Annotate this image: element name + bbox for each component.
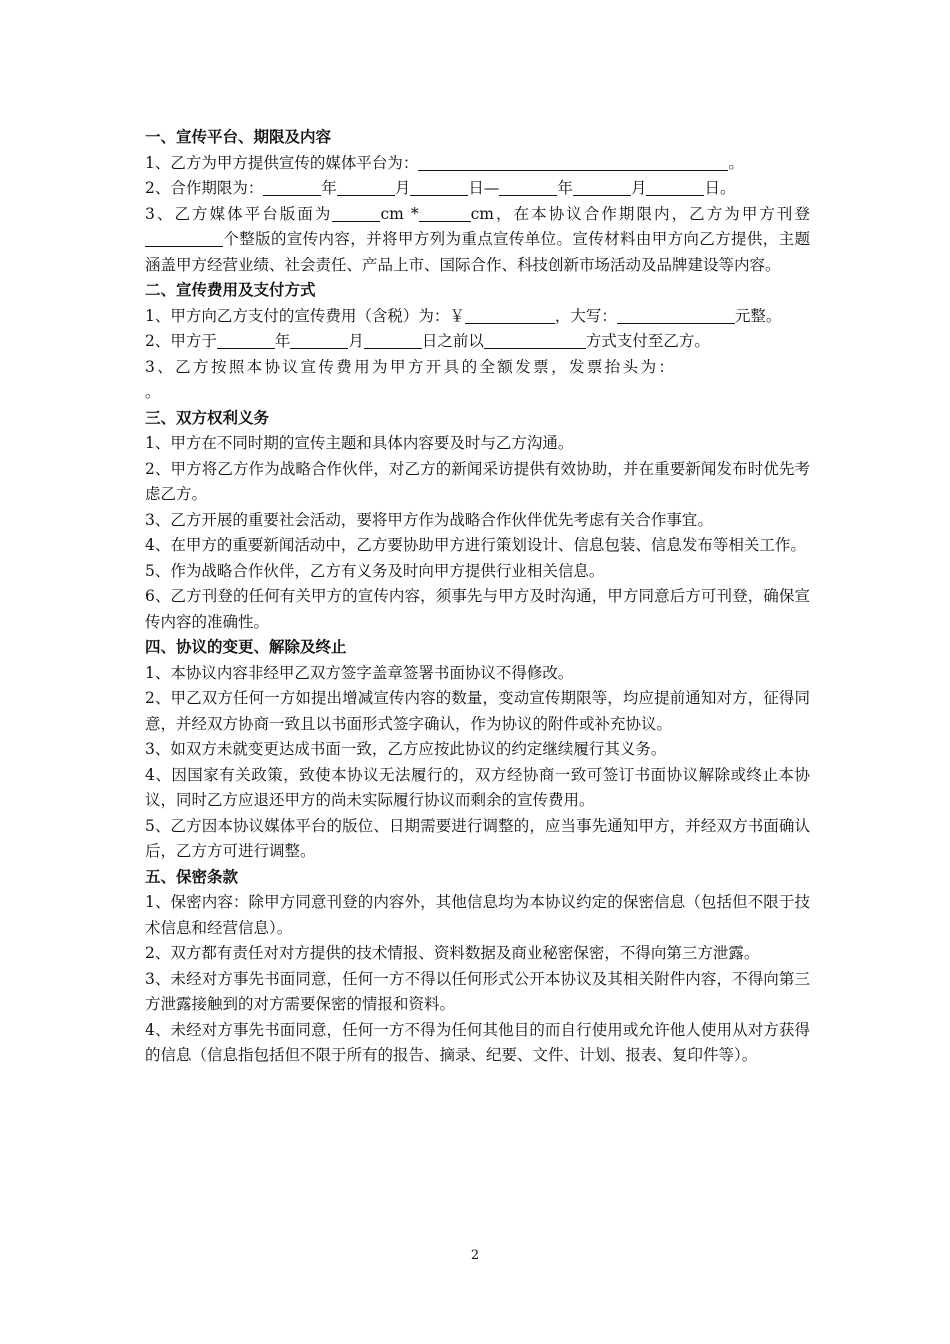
page-number: 2: [470, 1248, 480, 1263]
start-month-blank: [337, 177, 395, 196]
media-platform-blank: [418, 152, 728, 171]
page-count-blank: [145, 228, 223, 247]
document-body: [145, 125, 810, 1069]
s2-clause-2: 2、甲方于 年 月 日之前以 方式支付至乙方。: [145, 332, 710, 350]
section-1-heading: 一、宣传平台、期限及内容: [145, 128, 332, 146]
s2-clause-3-end: 。: [145, 383, 161, 401]
s3-item: 5、作为战略合作伙伴，乙方有义务及时向甲方提供行业相关信息。: [145, 561, 605, 580]
section-5-heading: 五、保密条款: [145, 867, 239, 886]
end-month-blank: [573, 177, 631, 196]
s3-item: 1、甲方在不同时期的宣传主题和具体内容要及时与乙方沟通。: [145, 434, 574, 452]
s2-clause-1: 1、甲方向乙方支付的宣传费用（含税）为：￥ ，大写： 元整。: [145, 306, 782, 325]
fee-amount-blank: [465, 305, 555, 324]
section-3-heading: 三、双方权利义务: [145, 408, 270, 427]
s1-clause-3: 3、乙方媒体平台版面为 cm * cm，在本协议合作期限内，乙方为甲方刊登个整版的宣传内容，并将甲方列为重点宣传单位。宣传材料由甲方向乙方提供，主题涵盖甲方经营业绩、社会责任、产品上市、国际合作、科技创新市场活动及品牌建设等内容。: [145, 204, 810, 274]
s3-item: 3、乙方开展的重要社会活动，要将甲方作为战略合作伙伴优先考虑有关合作事宜。: [145, 510, 713, 529]
pay-year-blank: [217, 330, 275, 349]
pay-method-blank: [484, 330, 586, 349]
pay-month-blank: [290, 330, 348, 349]
pay-day-blank: [364, 330, 422, 349]
layout-height-blank: [419, 203, 471, 222]
s4-item: 1、本协议内容非经甲乙双方签字盖章签署书面协议不得修改。: [145, 663, 574, 682]
s5-item: 4、未经对方事先书面同意，任何一方不得为任何其他目的而自行使用或允许他人使用从对方获得的信息（信息指包括但不限于所有的报告、摘录、纪要、文件、计划、报表、复印件等）。: [145, 1020, 810, 1064]
s2-clause-3: 3、乙方按照本协议宣传费用为甲方开具的全额发票，发票抬头为：: [145, 357, 677, 376]
s4-item: 2、甲乙双方任何一方如提出增减宣传内容的数量，变动宣传期限等，均应提前通知对方，征得同意，并经双方协商一致且以书面形式签字确认，作为协议的附件或补充协议。: [145, 689, 810, 733]
layout-width-blank: [332, 203, 380, 222]
section-2-heading: 二、宣传费用及支付方式: [145, 281, 316, 299]
s5-item: 1、保密内容：除甲方同意刊登的内容外，其他信息均为本协议约定的保密信息（包括但不限于技术信息和经营信息）。: [145, 893, 810, 937]
s5-item: 3、未经对方事先书面同意，任何一方不得以任何形式公开本协议及其相关附件内容，不得向第三方泄露接触到的对方需要保密的情报和资料。: [145, 969, 810, 1013]
start-year-blank: [263, 177, 321, 196]
end-day-blank: [646, 177, 704, 196]
fee-words-blank: [617, 305, 735, 324]
s3-item: 4、在甲方的重要新闻活动中，乙方要协助甲方进行策划设计、信息包装、信息发布等相关工作。: [145, 536, 806, 554]
s3-item: 6、乙方刊登的任何有关甲方的宣传内容，须事先与甲方及时沟通，甲方同意后方可刊登，确保宣传内容的准确性。: [145, 587, 810, 631]
s1-clause-1: 1、乙方为甲方提供宣传的媒体平台为： 。: [145, 153, 744, 172]
section-4-heading: 四、协议的变更、解除及终止: [145, 638, 347, 656]
s4-item: 5、乙方因本协议媒体平台的版位、日期需要进行调整的，应当事先通知甲方，并经双方书面确认后，乙方方可进行调整。: [145, 816, 810, 860]
s5-item: 2、双方都有责任对对方提供的技术情报、资料数据及商业秘密保密，不得向第三方泄露。: [145, 944, 760, 962]
s4-item: 3、如双方未就变更达成书面一致，乙方应按此协议的约定继续履行其义务。: [145, 740, 667, 758]
start-day-blank: [410, 177, 468, 196]
s4-item: 4、因国家有关政策，致使本协议无法履行的，双方经协商一致可签订书面协议解除或终止本协议，同时乙方应退还甲方的尚未实际履行协议而剩余的宣传费用。: [145, 765, 810, 809]
s3-item: 2、甲方将乙方作为战略合作伙伴，对乙方的新闻采访提供有效协助，并在重要新闻发布时优先考虑乙方。: [145, 459, 810, 503]
s1-clause-2: 2、合作期限为： 年 月 日— 年 月 日。: [145, 179, 736, 197]
end-year-blank: [499, 177, 557, 196]
